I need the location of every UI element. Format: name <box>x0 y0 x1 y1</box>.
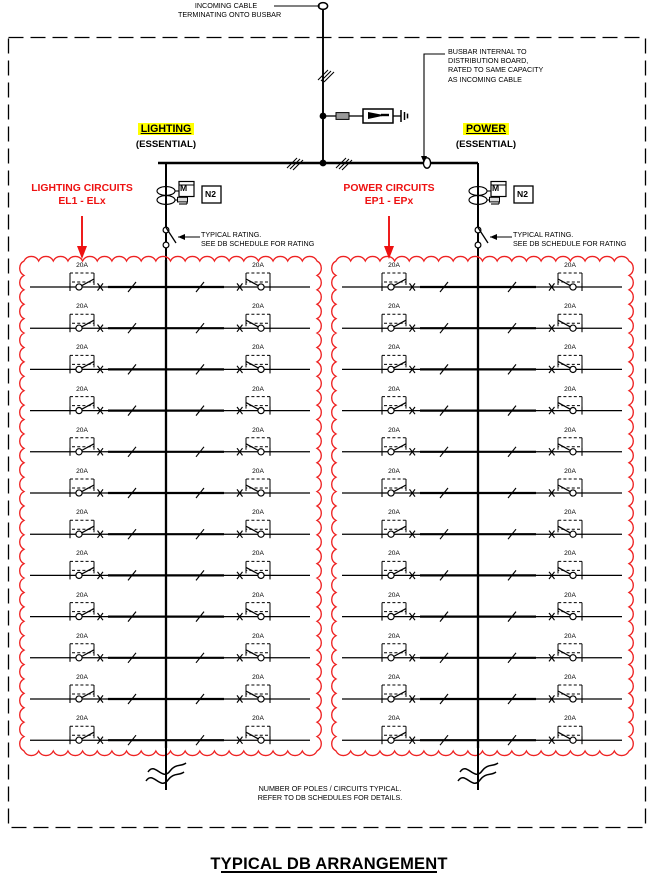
breaker-rating-label: 20A <box>252 632 264 640</box>
breaker-rating-label: 20A <box>564 632 576 640</box>
lighting-rating-note <box>201 230 314 248</box>
busbar-note <box>448 47 543 84</box>
breaker-rating-label: 20A <box>564 550 576 558</box>
circuit-breaker <box>549 644 582 662</box>
circuit-breaker <box>549 726 582 744</box>
lighting-circuits-label-line1: LIGHTING CIRCUITS <box>31 183 133 194</box>
breaker-rating-label: 20A <box>388 509 400 517</box>
lighting-subheading: (ESSENTIAL) <box>135 139 197 150</box>
circuit-breaker <box>70 397 103 415</box>
circuit-breaker <box>70 314 103 332</box>
breaker-rating-label: 20A <box>76 262 88 269</box>
breaker-rating-label: 20A <box>252 509 264 517</box>
power-meter-label: M <box>492 183 500 193</box>
circuit-breaker <box>237 397 270 415</box>
circuit-breaker <box>237 273 270 291</box>
breaker-rating-label: 20A <box>252 303 264 311</box>
breaker-rating-label: 20A <box>564 262 576 269</box>
breaker-rating-label: 20A <box>388 426 400 434</box>
lighting-rating-arrow <box>178 234 185 240</box>
power-circuits-label <box>319 182 459 208</box>
lighting-circuits-label-line2: EL1 - ELx <box>58 196 106 207</box>
breaker-rating-label: 20A <box>76 632 88 640</box>
lighting-circuits-label <box>12 182 152 208</box>
circuit-breaker <box>549 273 582 291</box>
lighting-heading: LIGHTING <box>138 123 195 135</box>
power-rating-note-line1: TYPICAL RATING. <box>513 230 574 239</box>
power-circuits-label-line1: POWER CIRCUITS <box>343 183 435 194</box>
circuit-breaker <box>237 479 270 497</box>
circuit-breaker <box>237 438 270 456</box>
breaker-rating-label: 20A <box>252 674 264 681</box>
breaker-rating-label: 20A <box>76 426 88 434</box>
circuit-breaker <box>549 685 582 703</box>
incoming-cable-note <box>178 1 282 20</box>
lighting-ct-meter <box>157 182 194 205</box>
circuit-breaker <box>237 355 270 373</box>
circuit-breaker <box>237 685 270 703</box>
breaker-rating-label: 20A <box>252 385 264 393</box>
busbar-note-line3: RATED TO SAME CAPACITY <box>448 65 544 75</box>
circuit-breaker <box>70 561 103 579</box>
breaker-rating-label: 20A <box>564 674 576 681</box>
lighting-n2-label: N2 <box>205 189 216 199</box>
breaker-rating-label: 20A <box>76 303 88 311</box>
breaker-rating-label: 20A <box>76 591 88 599</box>
power-circuits-arrow <box>384 216 394 259</box>
breaker-rating-label: 20A <box>564 385 576 393</box>
circuit-breaker <box>549 520 582 538</box>
power-ct-meter <box>469 182 506 205</box>
circuit-breaker <box>70 644 103 662</box>
breaker-rating-label: 20A <box>76 344 88 352</box>
lighting-revision-cloud <box>20 256 322 755</box>
breaker-rating-label: 20A <box>564 468 576 475</box>
drawing-border <box>9 38 646 828</box>
lighting-meter-label: M <box>180 183 188 193</box>
busbar-note-line1: BUSBAR INTERNAL TO <box>448 47 527 56</box>
poles-note-line2: REFER TO DB SCHEDULES FOR DETAILS. <box>257 793 403 803</box>
breaker-rating-label: 20A <box>564 715 576 723</box>
circuit-breaker <box>70 520 103 538</box>
circuit-breaker <box>382 438 415 456</box>
power-revision-cloud <box>332 256 634 755</box>
breaker-rating-label: 20A <box>252 468 264 475</box>
breaker-rating-label: 20A <box>76 468 88 475</box>
breaker-rating-label: 20A <box>76 509 88 517</box>
incoming-cable-mark <box>318 70 334 82</box>
circuit-breaker <box>382 520 415 538</box>
poles-note-line1: NUMBER OF POLES / CIRCUITS TYPICAL. <box>258 784 402 793</box>
busbar-note-line4: AS INCOMING CABLE <box>448 74 522 84</box>
breaker-rating-label: 20A <box>388 468 400 475</box>
breaker-rating-label: 20A <box>388 262 400 269</box>
breaker-rating-label: 20A <box>76 715 88 723</box>
circuit-breaker <box>549 438 582 456</box>
circuit-breaker <box>382 726 415 744</box>
breaker-rating-label: 20A <box>564 426 576 434</box>
breaker-rating-label: 20A <box>388 303 400 311</box>
breaker-rating-label: 20A <box>564 344 576 352</box>
circuit-breaker <box>549 479 582 497</box>
breaker-rating-label: 20A <box>388 344 400 352</box>
breaker-rating-label: 20A <box>252 344 264 352</box>
circuit-breaker <box>382 603 415 621</box>
circuit-breaker <box>70 273 103 291</box>
circuit-breaker <box>237 314 270 332</box>
power-heading-wrap <box>432 119 540 137</box>
circuit-breaker <box>237 520 270 538</box>
breaker-rating-label: 20A <box>252 550 264 558</box>
incoming-cable-note-line2: TERMINATING ONTO BUSBAR <box>178 10 282 20</box>
breaker-rating-label: 20A <box>252 715 264 723</box>
circuit-breaker <box>237 644 270 662</box>
page-title: TYPICAL DB ARRANGEMENT <box>210 855 448 873</box>
circuit-breaker <box>549 314 582 332</box>
lighting-rating-note-line2: SEE DB SCHEDULE FOR RATING <box>201 239 315 249</box>
circuit-breaker <box>382 479 415 497</box>
circuit-breaker <box>237 561 270 579</box>
circuit-breaker <box>70 603 103 621</box>
breaker-rating-label: 20A <box>388 674 400 681</box>
breaker-rating-label: 20A <box>564 509 576 517</box>
circuit-breaker <box>549 561 582 579</box>
surge-protection-device <box>323 109 408 123</box>
circuit-breaker <box>70 685 103 703</box>
busbar-junction <box>320 160 327 167</box>
power-subheading: (ESSENTIAL) <box>455 139 517 150</box>
breaker-rating-label: 20A <box>388 550 400 558</box>
breaker-rating-label: 20A <box>388 632 400 640</box>
circuit-breaker <box>70 438 103 456</box>
circuit-breaker <box>382 397 415 415</box>
circuit-breaker <box>237 603 270 621</box>
power-circuits-label-line2: EP1 - EPx <box>364 196 414 207</box>
circuit-breaker <box>549 603 582 621</box>
circuit-breaker <box>382 314 415 332</box>
busbar-note-line2: DISTRIBUTION BOARD, <box>448 56 529 66</box>
breaker-rating-label: 20A <box>76 385 88 393</box>
lighting-rating-note-line1: TYPICAL RATING. <box>201 230 262 239</box>
circuit-breaker <box>70 726 103 744</box>
lighting-circuits-arrow <box>77 216 87 259</box>
breaker-rating-label: 20A <box>388 591 400 599</box>
circuit-breaker <box>70 479 103 497</box>
poles-note <box>222 784 438 802</box>
breaker-rating-label: 20A <box>252 262 264 269</box>
breaker-rating-label: 20A <box>252 591 264 599</box>
circuit-breaker <box>549 355 582 373</box>
incoming-cable-note-line1: INCOMING CABLE <box>194 1 258 10</box>
breaker-rating-label: 20A <box>76 550 88 558</box>
power-n2-label: N2 <box>517 189 528 199</box>
circuit-breaker <box>382 685 415 703</box>
circuit-breaker <box>382 355 415 373</box>
power-rating-arrow <box>490 234 497 240</box>
power-rating-note-line2: SEE DB SCHEDULE FOR RATING <box>513 239 627 249</box>
breaker-rating-label: 20A <box>388 715 400 723</box>
circuit-breaker <box>70 355 103 373</box>
lighting-heading-wrap <box>112 119 220 137</box>
circuit-breaker <box>382 273 415 291</box>
power-heading: POWER <box>463 123 509 135</box>
circuit-breaker <box>549 397 582 415</box>
breaker-rating-label: 20A <box>564 591 576 599</box>
breaker-rating-label: 20A <box>252 426 264 434</box>
circuit-breaker <box>382 561 415 579</box>
circuit-breaker <box>382 644 415 662</box>
breaker-rating-label: 20A <box>564 303 576 311</box>
breaker-rating-label: 20A <box>76 674 88 681</box>
power-rating-note <box>513 230 626 248</box>
circuit-breaker <box>237 726 270 744</box>
breaker-rating-label: 20A <box>388 385 400 393</box>
